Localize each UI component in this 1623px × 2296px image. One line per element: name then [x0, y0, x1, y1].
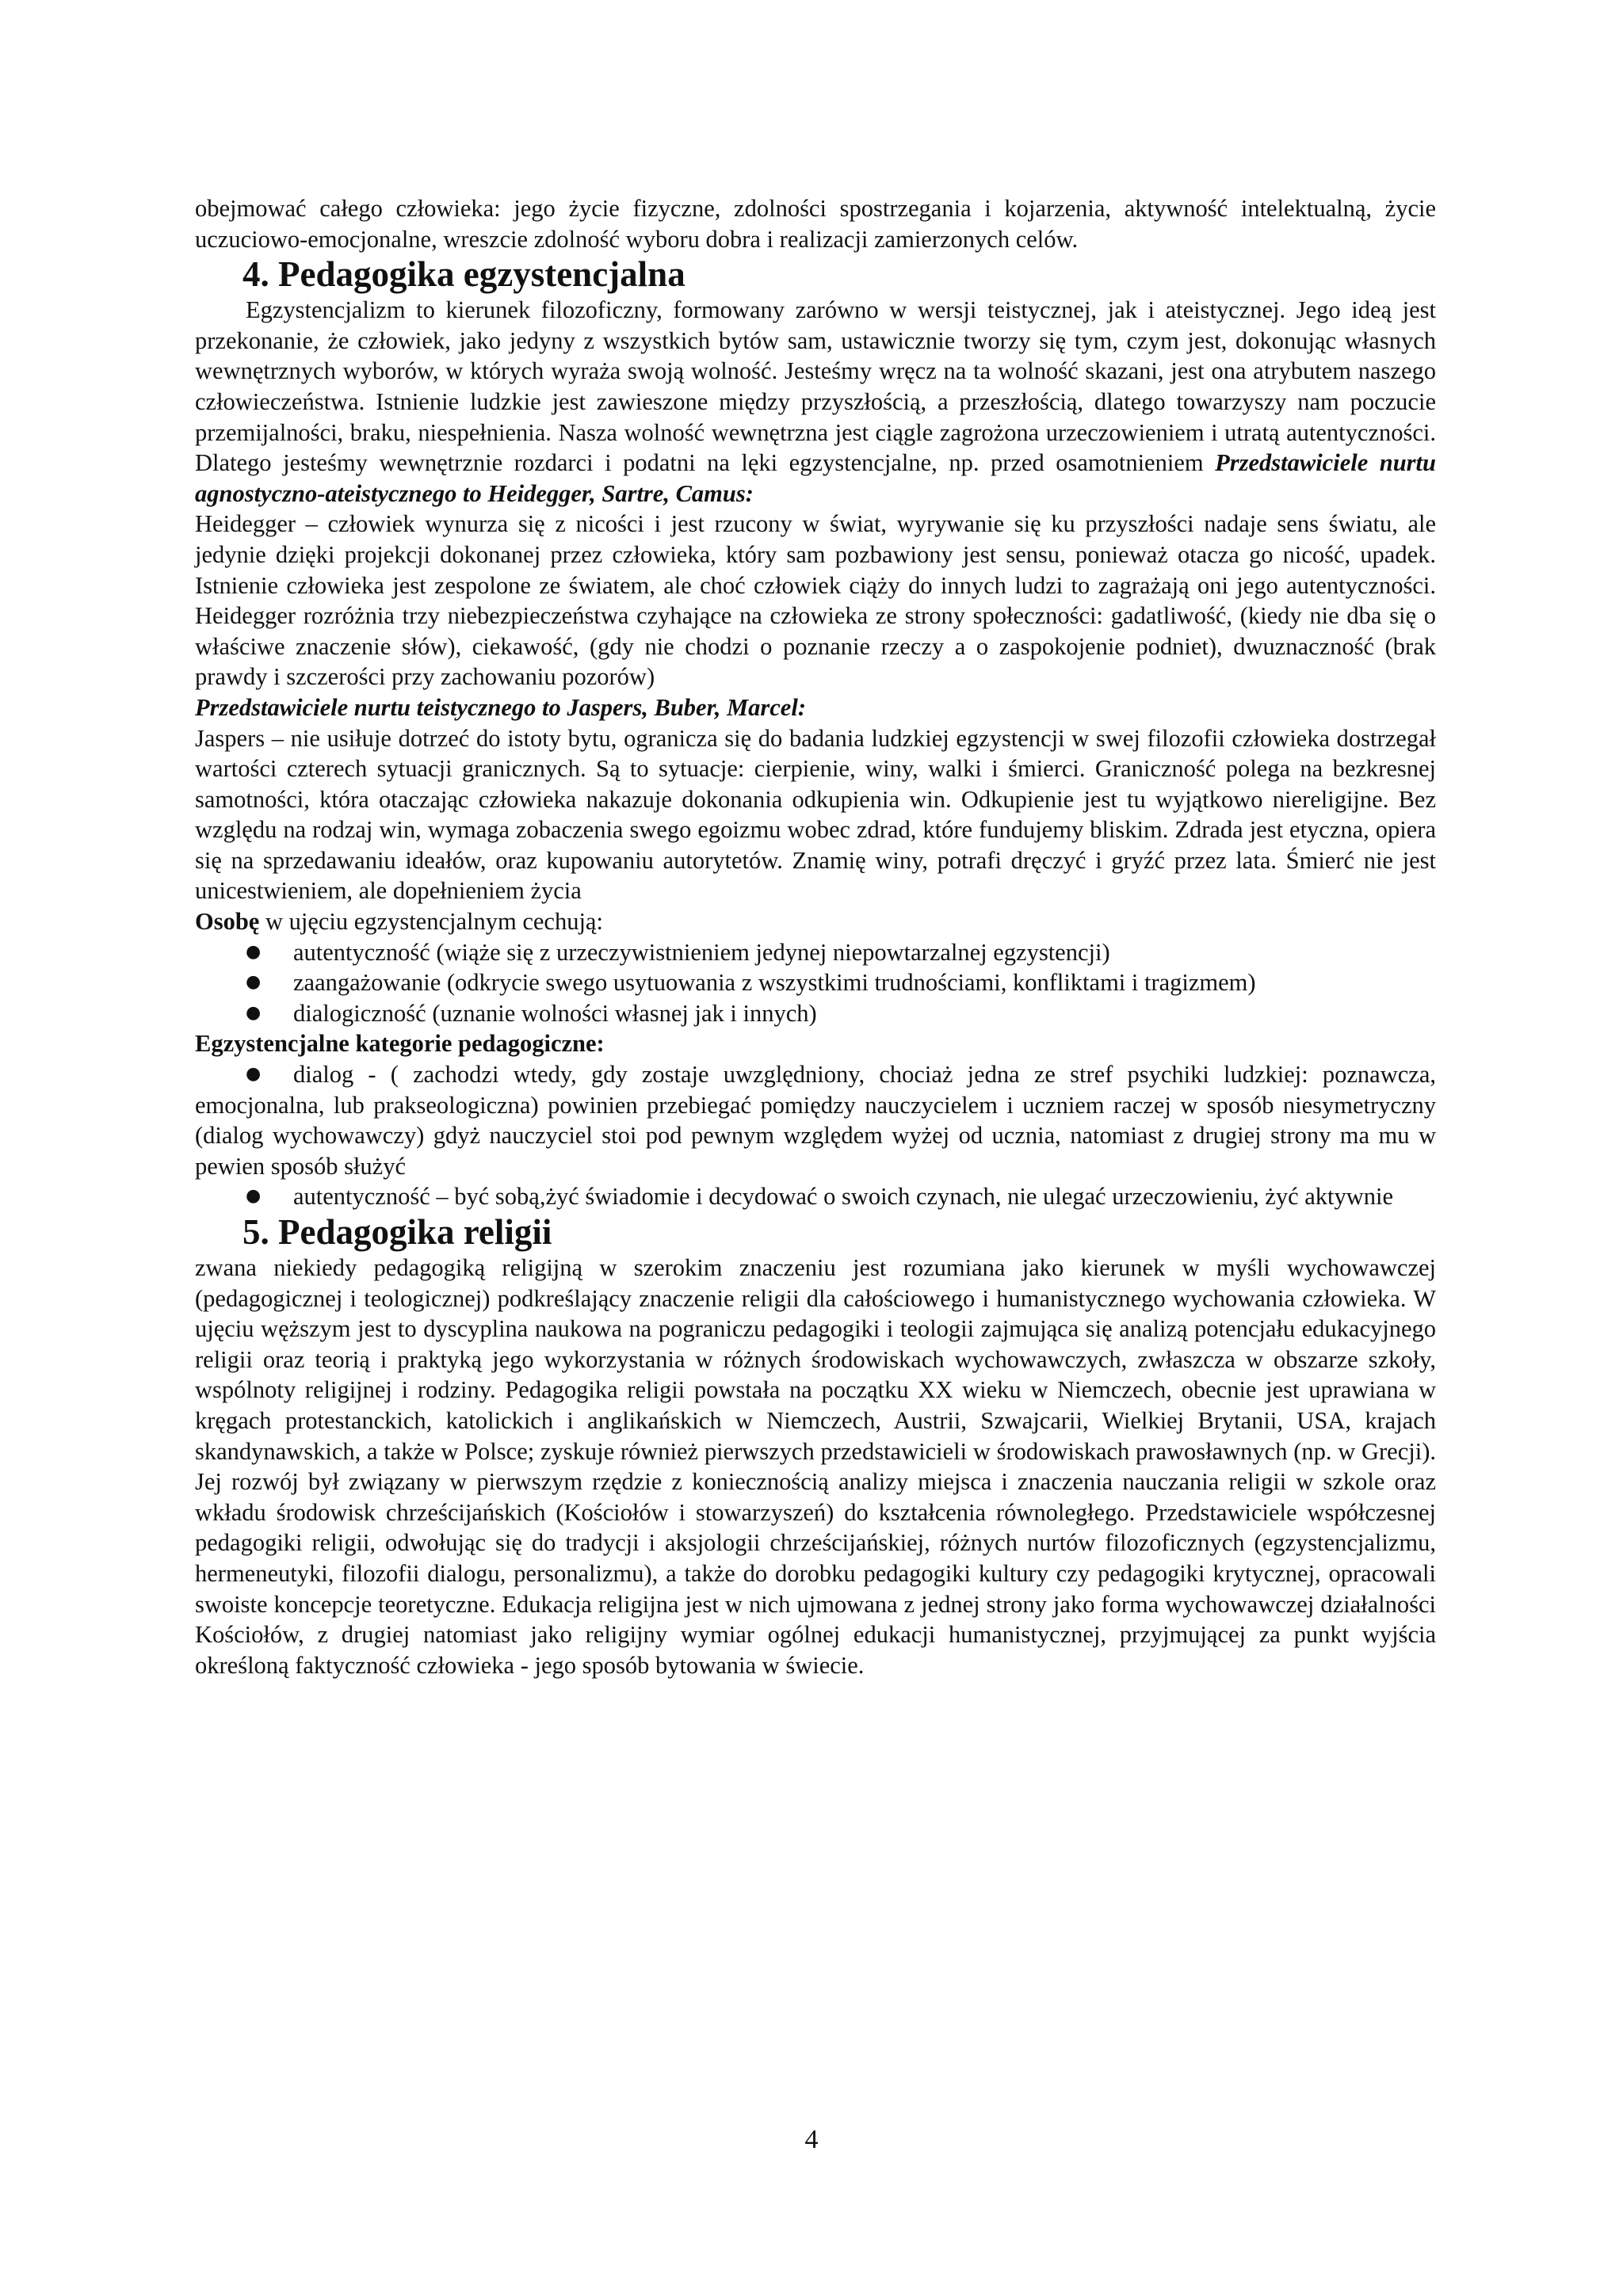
bullet-icon: ● — [246, 941, 262, 962]
list-item — [195, 937, 1436, 968]
existentialism-paragraph — [195, 295, 1436, 509]
list-item-text: autentyczność – być sobą,żyć świadomie i decydować o swoich czynach, nie ulegać urzeczowieniu, żyć aktywnie — [293, 1183, 1394, 1211]
list-item — [195, 998, 1436, 1029]
bullet-icon: ● — [246, 1064, 262, 1085]
jaspers-paragraph: Jaspers – nie usiłuje dotrzeć do istoty bytu, ogranicza się do badania ludzkiej egzystencji w swej filozofii człowieka dostrzegał wartości czterech sytuacji granicznych. Są to sytuacje: cierpienie, winy, walki i śmierci. Graniczność polega na bezkresnej samotności, która otaczając człowieka nakazuje dokonania odkupienia win. Odkupienie jest tu wyjątkowo niereligijne. Bez względu na rodzaj win, wymaga zobaczenia swego egoizmu wobec zdrad, które fundujemy bliskim. Zdrada jest etyczna, opiera się na sprzedawaniu ideałów, oraz kupowaniu autorytetów. Znamię winy, potrafi dręczyć i gryźć przez lata. Śmierć nie jest unicestwieniem, ale dopełnieniem życia — [195, 724, 1436, 905]
list-item-text: dialog - ( zachodzi wtedy, gdy zostaje uwzględniony, chociaż jedna ze stref psychiki ludzkiej: poznawcza, emocjonalna, lub prakseologiczna) powinien przebiegać pomiędzy nauczycielem i uczniem raczej w sposób niesymetryczny (dialog wychowawczy) gdyż nauczyciel stoi pod pewnym względem wyżej od ucznia, natomiast z drugiej strony ma mu w pewien sposób służyć — [195, 1061, 1436, 1180]
list-item — [195, 967, 1436, 998]
theist-representatives-heading: Przedstawiciele nurtu teistycznego to Jaspers, Buber, Marcel: — [195, 693, 806, 721]
list-item-text: autentyczność (wiąże się z urzeczywistnieniem jedynej niepowtarzalnej egzystencji) — [293, 938, 1110, 966]
agnostic-representatives: Przedstawiciele nurtu agnostyczno-ateistycznego to Heidegger, Sartre, Camus: — [195, 449, 1436, 507]
page-number: 4 — [804, 2125, 819, 2154]
bullet-icon: ● — [246, 1186, 262, 1207]
person-intro — [195, 906, 1436, 937]
list-item — [195, 1059, 1436, 1181]
list-item — [195, 1181, 1436, 1212]
bullet-icon: ● — [246, 1002, 262, 1023]
existentialism-text: Egzystencjalizm to kierunek filozoficzny, formowany zarówno w wersji teistycznej, jak i ateistycznej. Jego ideą jest przekonanie, że człowiek, jako jedyny z wszystkich bytów sam, ustawicznie tworzy się tym, czym jest, dokonując własnych wewnętrznych wyborów, w których wyraża swoją wolność. Jesteśmy wręcz na ta wolność skazani, jest ona atrybutem naszego człowieczeństwa. Istnienie ludzkie jest zawieszone między przyszłością, a przeszłością, dlatego towarzyszy nam poczucie przemijalności, braku, niespełnienia. Nasza wolność wewnętrzna jest ciągle zagrożona urzeczowieniem i utratą autentyczności. Dlatego jesteśmy wewnętrznie rozdarci i podatni na lęki egzystencjalne, np. przed osamotnieniem — [195, 296, 1436, 477]
person-bold-word: Osobę — [195, 908, 260, 936]
religion-paragraph: zwana niekiedy pedagogiką religijną w szerokim znaczeniu jest rozumiana jako kierunek w myśli wychowawczej (pedagogicznej i teologicznej) podkreślający znaczenie religii dla całościowego i humanistycznego wychowania człowieka. W ujęciu węższym jest to dyscyplina naukowa na pograniczu pedagogiki i teologii zajmująca się analizą potencjału edukacyjnego religii oraz teorią i praktyką jego wykorzystania w różnych środowiskach wychowawczych, zwłaszcza w obszarze szkoły, wspólnoty religijnej i rodziny. Pedagogika religii powstała na początku XX wieku w Niemczech, obecnie jest uprawiana w kręgach protestanckich, katolickich i anglikańskich w Niemczech, Austrii, Szwajcarii, Wielkiej Brytanii, USA, krajach skandynawskich, a także w Polsce; zyskuje również pierwszych przedstawicieli w środowiskach prawosławnych (np. w Grecji). Jej rozwój był związany w pierwszym rzędzie z koniecznością analizy miejsca i znaczenia nauczania religii w szkole oraz wkładu środowisk chrześcijańskich (Kościołów i stowarzyszeń) do kształcenia równoległego. Przedstawiciele współczesnej pedagogiki religii, odwołując się do tradycji i aksjologii chrześcijańskiej, różnych nurtów filozoficznych (egzystencjalizmu, hermeneutyki, filozofii dialogu, personalizmu), a także do dorobku pedagogiki kultury czy pedagogiki krytycznej, opracowali swoiste koncepcje teoretyczne. Edukacja religijna jest w nich ujmowana z jednej strony jako forma wychowawczej działalności Kościołów, z drugiej natomiast jako religijny wymiar ogólnej edukacji humanistycznej, przyjmującej za punkt wyjścia określoną faktyczność człowieka - jego sposób bytowania w świecie. — [195, 1254, 1436, 1679]
section-5-heading: 5. Pedagogika religii — [242, 1212, 552, 1252]
heidegger-paragraph: Heidegger – człowiek wynurza się z nicości i jest rzucony w świat, wyrywanie się ku przyszłości nadaje sens światu, ale jedynie dzięki projekcji dokonanej przez człowieka, który sam pozbawiony jest sensu, ponieważ otacza go nicość, upadek. Istnienie człowieka jest zespolone ze światem, ale choć człowiek ciąży do innych ludzi to zagrażają oni jego autentyczności. Heidegger rozróżnia trzy niebezpieczeństwa czyhające na człowieka ze strony społeczności: gadatliwość, (kiedy nie dba się o właściwe znaczenie słów), ciekawość, (gdy nie chodzi o poznanie rzeczy a o zaspokojenie podniet), dwuznaczność (brak prawdy i szczerości przy zachowaniu pozorów) — [195, 510, 1436, 691]
person-traits-list — [195, 937, 1436, 1029]
person-intro-rest: w ujęciu egzystencjalnym cechują: — [259, 908, 603, 936]
list-item-text: dialogiczność (uznanie wolności własnej jak i innych) — [293, 999, 817, 1027]
categories-heading: Egzystencjalne kategorie pedagogiczne: — [195, 1030, 605, 1058]
bullet-icon: ● — [246, 972, 262, 993]
intro-paragraph: obejmować całego człowieka: jego życie fizyczne, zdolności spostrzegania i kojarzenia, aktywność intelektualną, życie uczuciowo-emocjonalne, wreszcie zdolność wyboru dobra i realizacji zamierzonych celów. — [195, 195, 1436, 253]
section-4-heading: 4. Pedagogika egzystencjalna — [242, 254, 685, 295]
page-content — [195, 193, 1436, 1680]
list-item-text: zaangażowanie (odkrycie swego usytuowania z wszystkimi trudnościami, konfliktami i tragizmem) — [293, 969, 1256, 997]
categories-list — [195, 1059, 1436, 1212]
